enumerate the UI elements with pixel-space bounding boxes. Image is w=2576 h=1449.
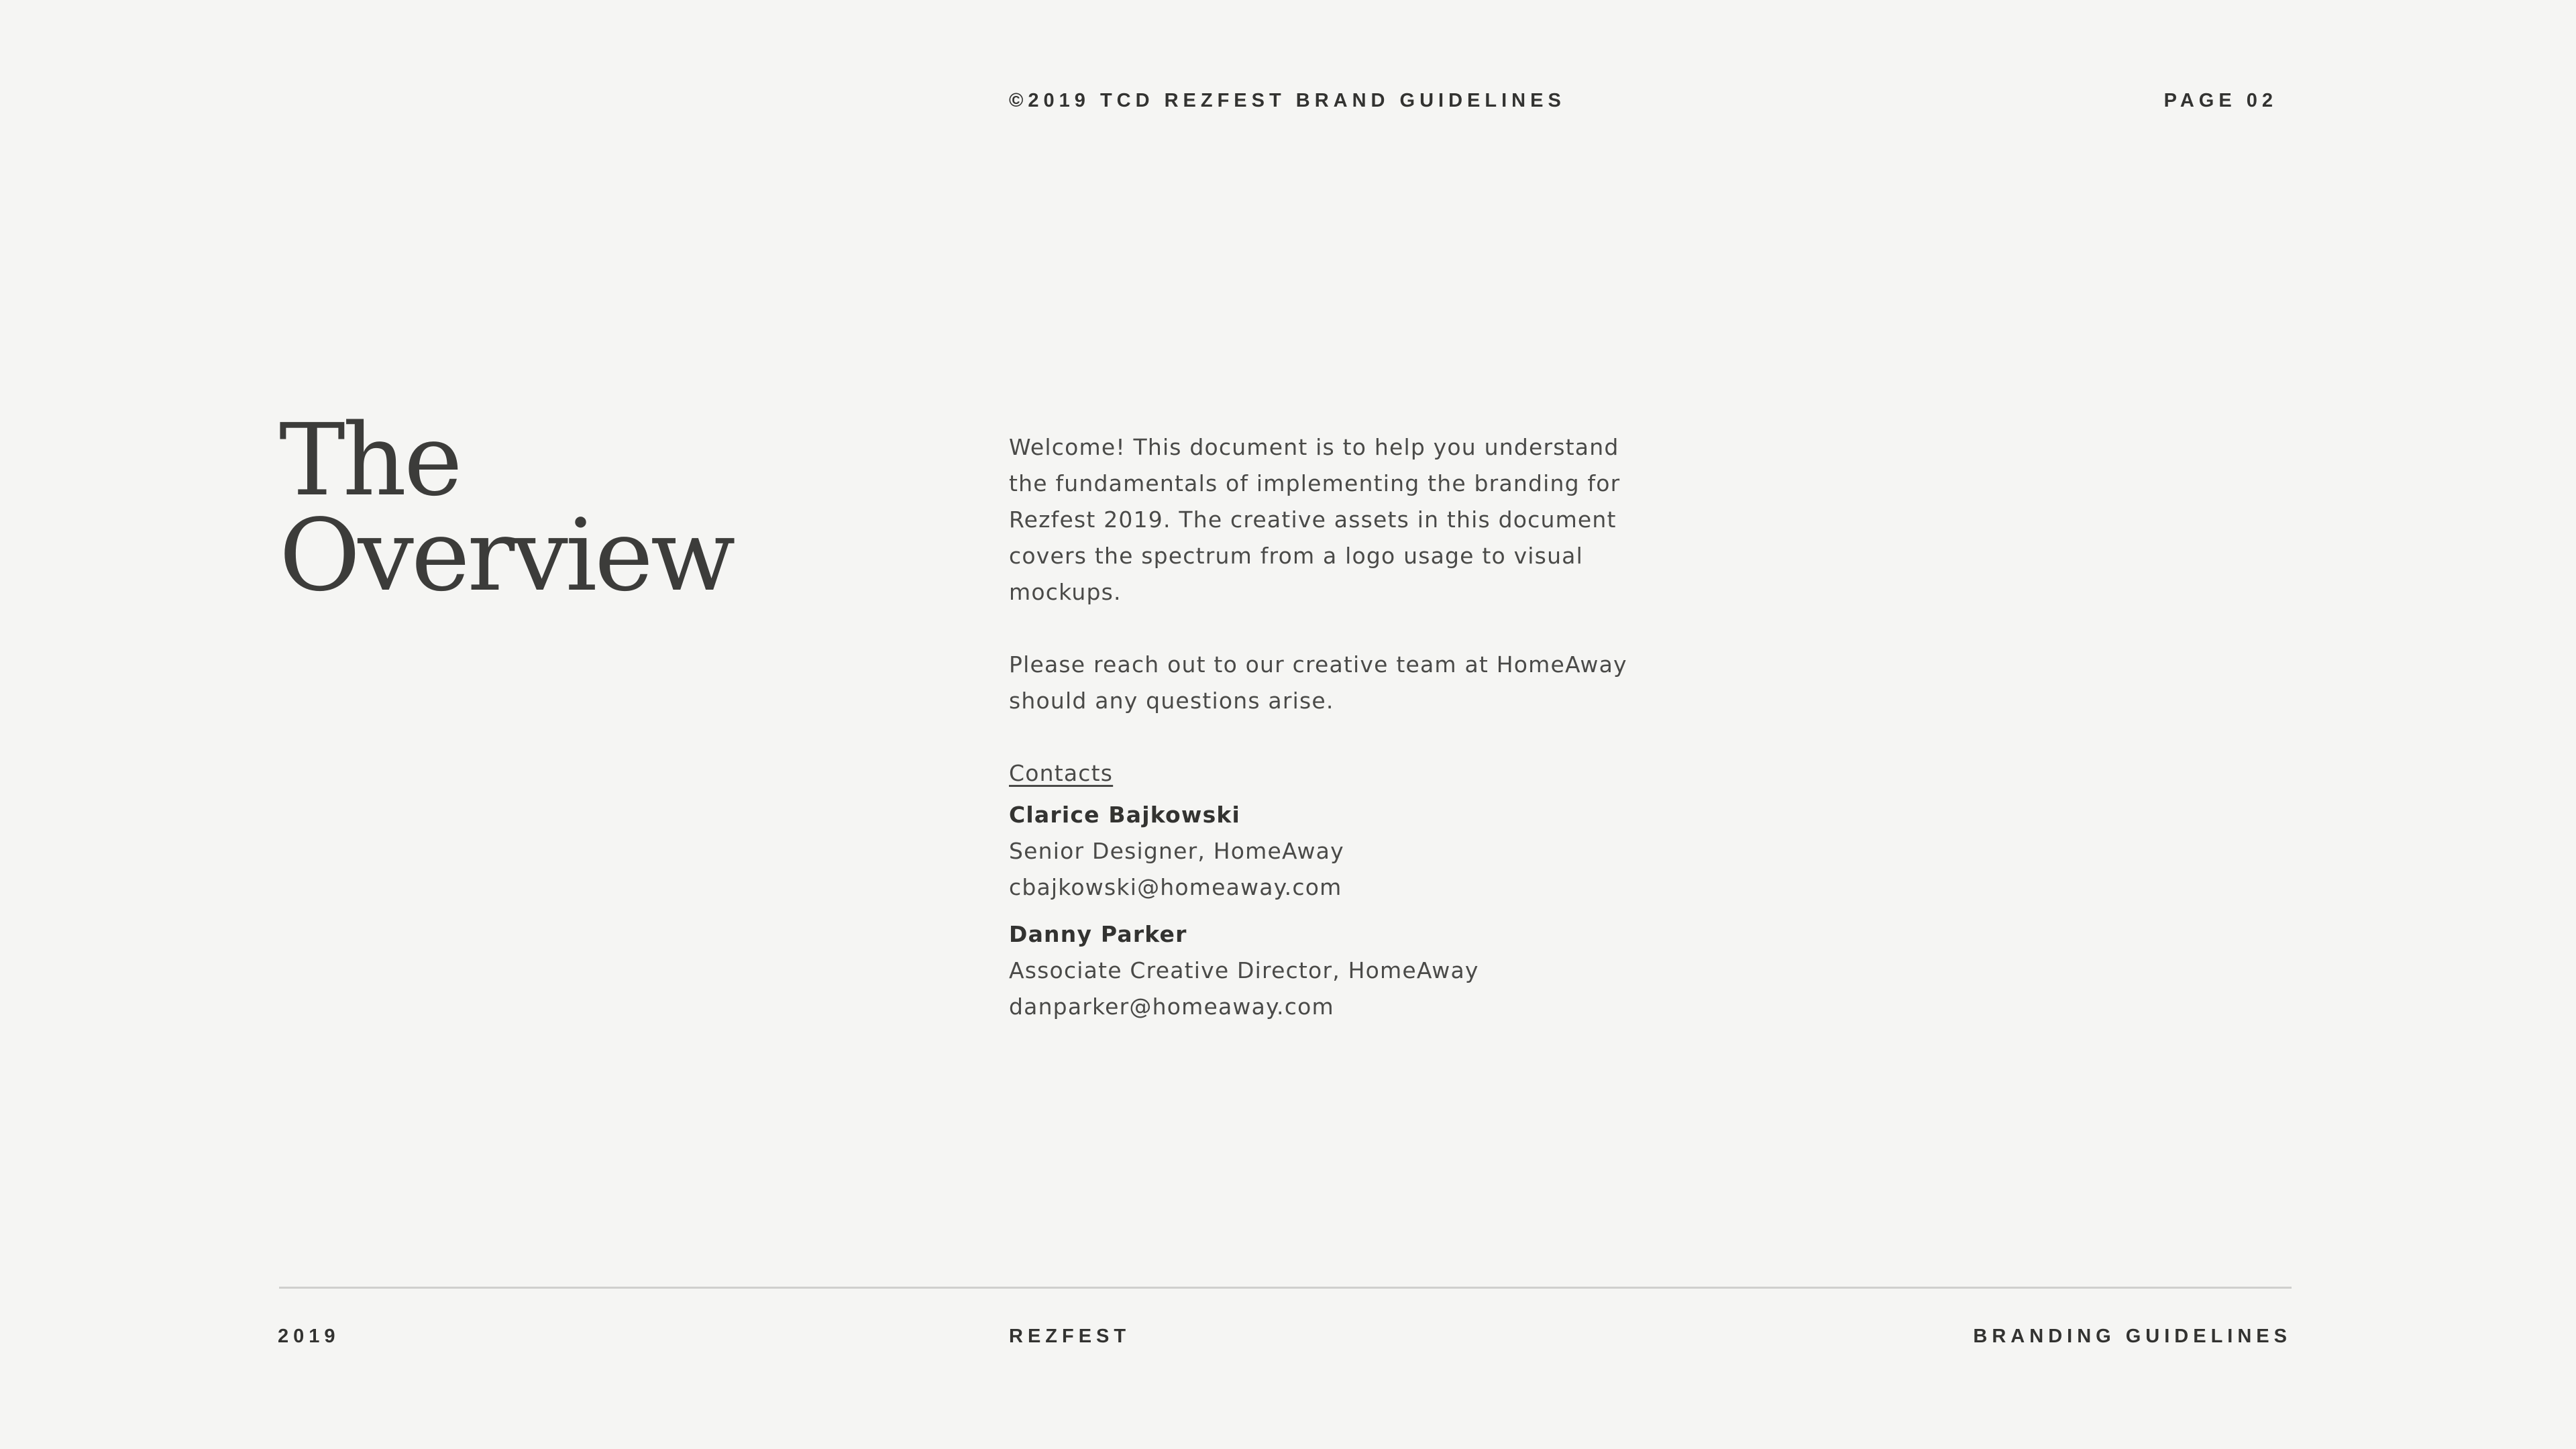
contact-role: Senior Designer, HomeAway <box>1009 838 1344 864</box>
footer-divider <box>279 1287 2292 1289</box>
paragraph-line: the fundamentals of implementing the branding for <box>1009 470 1621 496</box>
contact-role: Associate Creative Director, HomeAway <box>1009 957 1479 983</box>
overview-body <box>1009 429 1666 1036</box>
paragraph-line: covers the spectrum from a logo usage to visual <box>1009 543 1583 569</box>
paragraph-line: Rezfest 2019. The creative assets in this document <box>1009 506 1617 533</box>
footer-event: REZFEST <box>1009 1326 1131 1347</box>
footer-year: 2019 <box>278 1326 340 1347</box>
contact-card <box>1009 916 1666 1025</box>
title-line-2: Overview <box>279 498 733 613</box>
paragraph-line: Welcome! This document is to help you understand <box>1009 434 1619 460</box>
contact-name: Danny Parker <box>1009 921 1187 947</box>
contacts-heading: Contacts <box>1009 760 1114 786</box>
contact-request-paragraph <box>1009 647 1666 719</box>
contact-card <box>1009 797 1666 906</box>
paragraph-line: should any questions arise. <box>1009 688 1334 714</box>
page-title <box>279 402 733 613</box>
footer-document-name: BRANDING GUIDELINES <box>1973 1326 2292 1347</box>
welcome-paragraph <box>1009 429 1666 610</box>
paragraph-line: mockups. <box>1009 579 1122 605</box>
page-number: PAGE 02 <box>2163 90 2277 111</box>
title-line-1: The <box>279 402 460 518</box>
header-title: ©2019 TCD REZFEST BRAND GUIDELINES <box>1009 90 1566 111</box>
contact-email: cbajkowski@homeaway.com <box>1009 874 1342 900</box>
contact-name: Clarice Bajkowski <box>1009 802 1241 828</box>
contact-email: danparker@homeaway.com <box>1009 994 1334 1020</box>
paragraph-line: Please reach out to our creative team at HomeAway <box>1009 651 1627 678</box>
